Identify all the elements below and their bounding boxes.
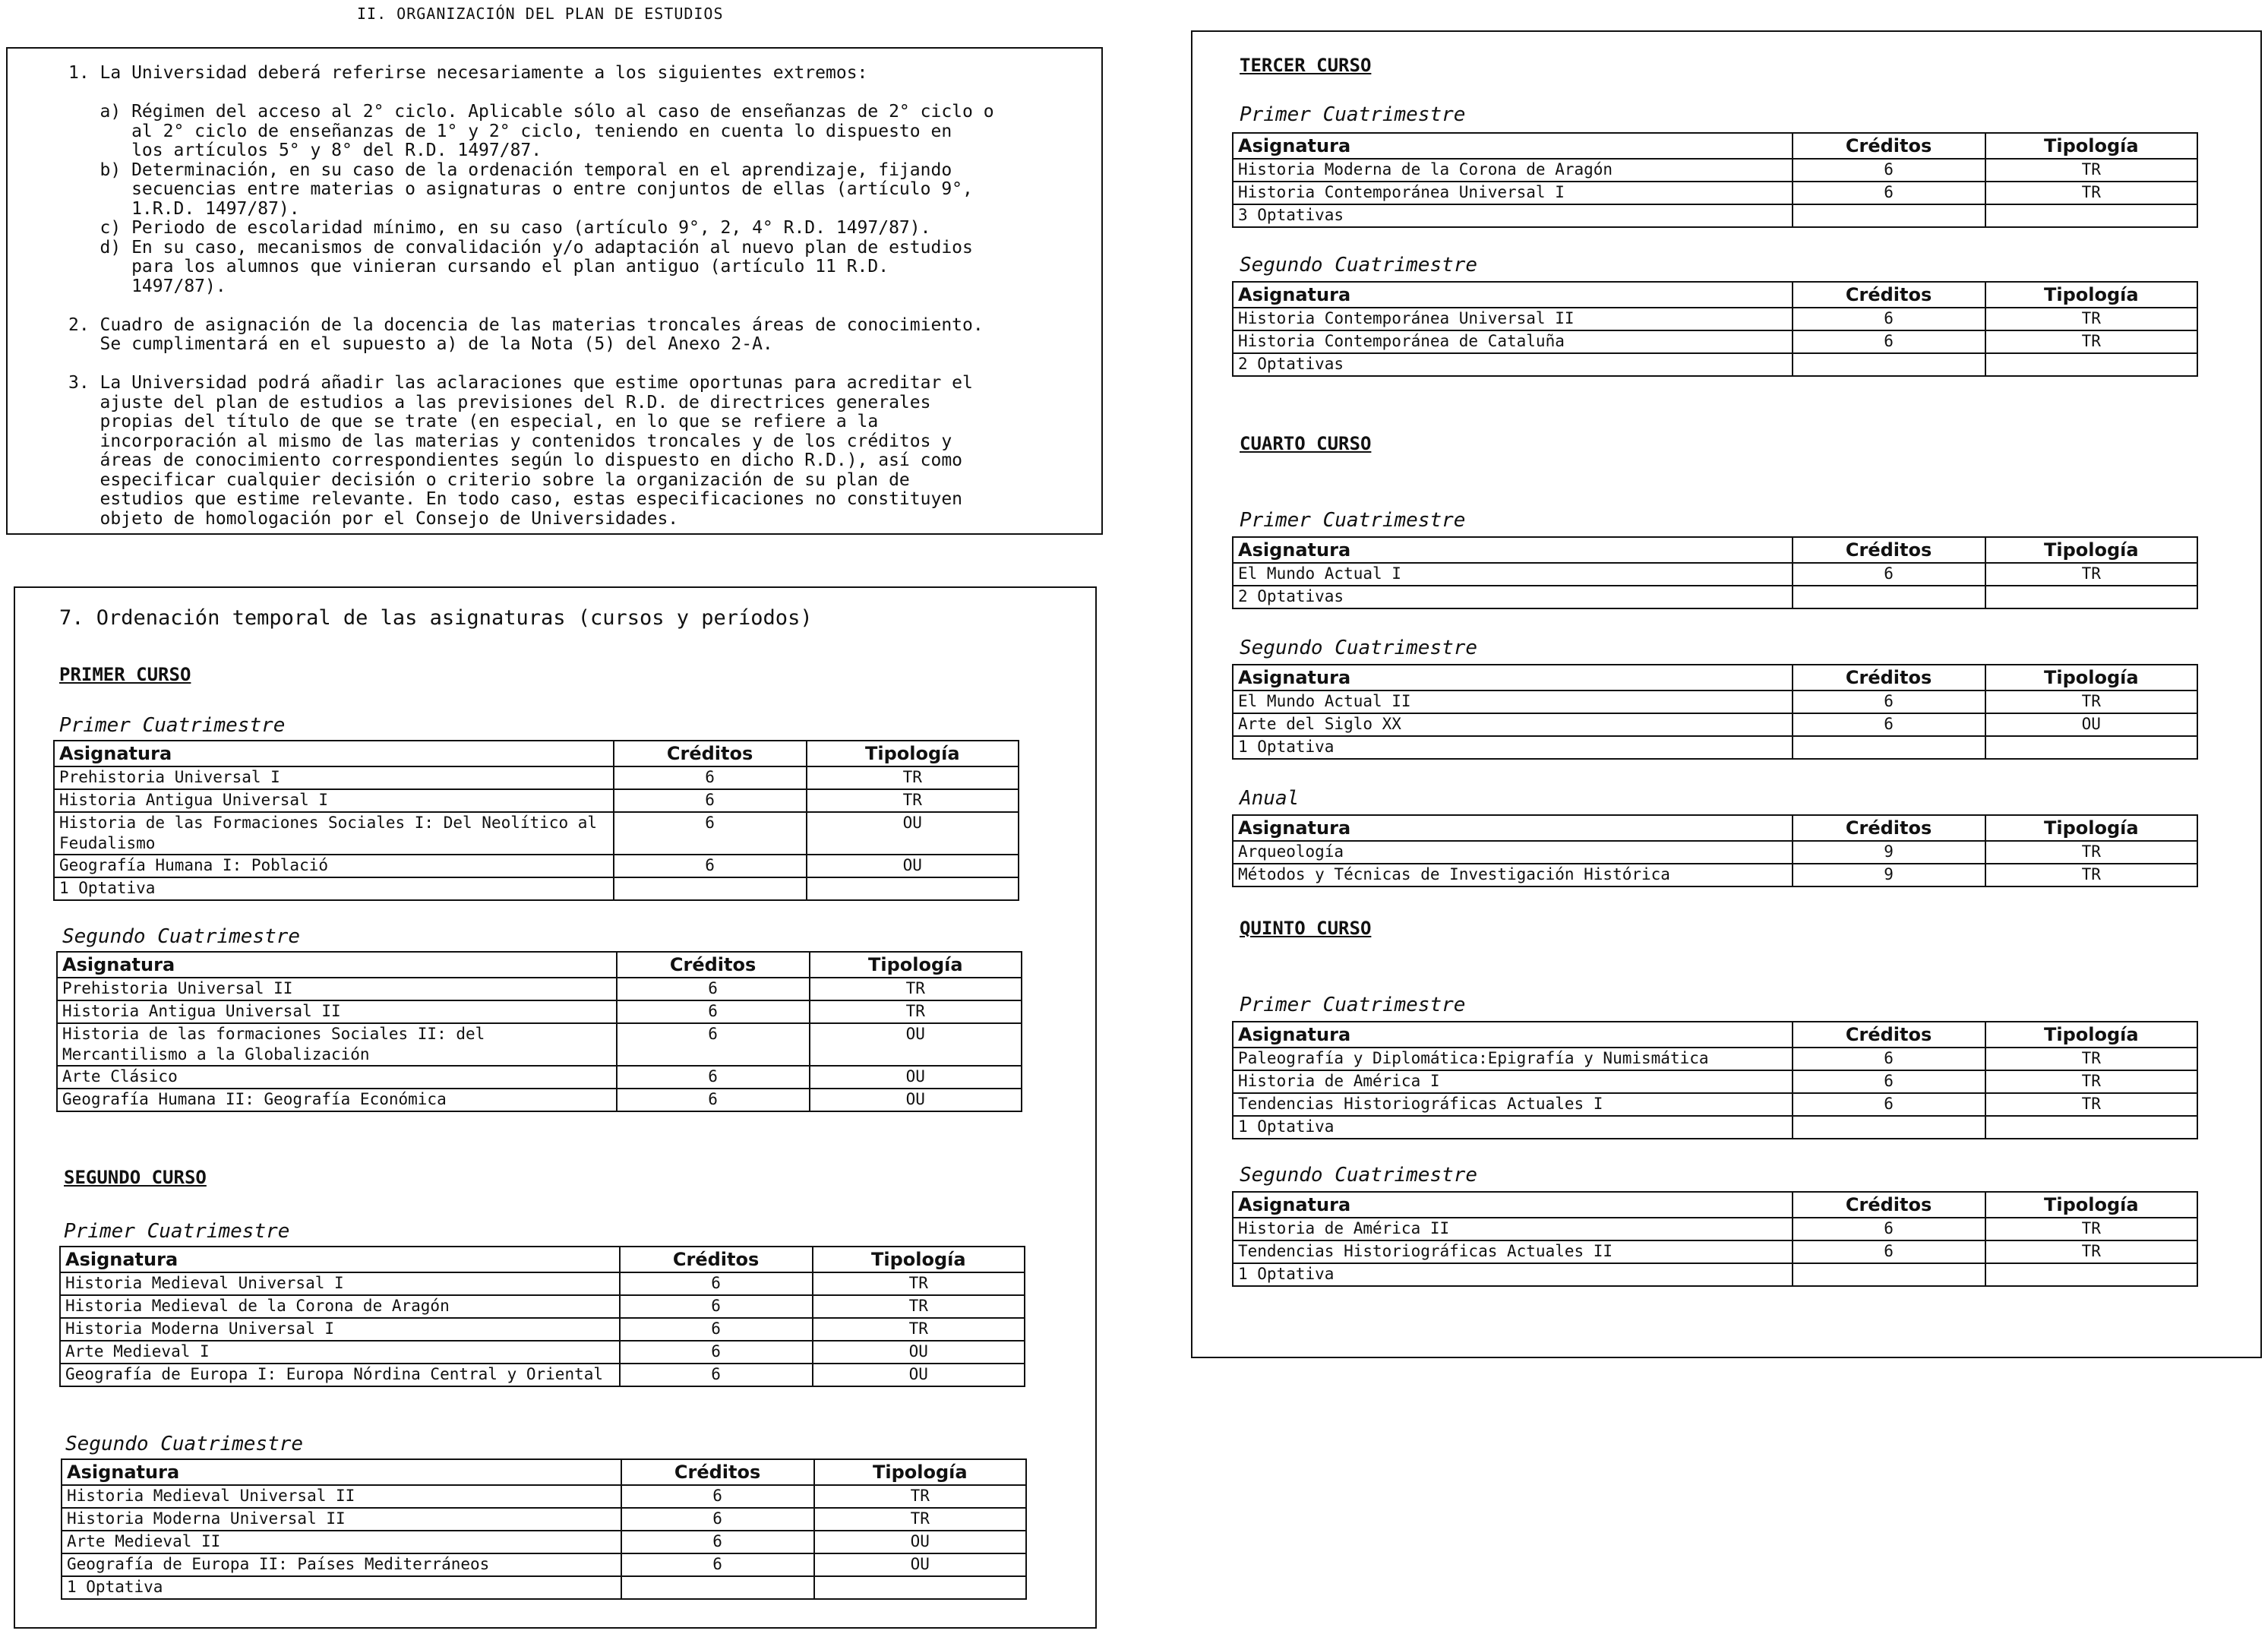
instruction-line <box>68 296 994 316</box>
curso-title: PRIMER CURSO <box>59 664 191 685</box>
credits-cell: 6 <box>614 812 807 855</box>
column-header-asignatura: Asignatura <box>60 1247 620 1272</box>
type-cell: TR <box>814 1485 1026 1508</box>
subject-cell: Arte Medieval II <box>62 1531 621 1553</box>
type-cell: TR <box>1985 864 2197 886</box>
table-row <box>57 1089 1022 1111</box>
credits-cell <box>1793 204 1985 227</box>
credits-cell <box>1793 353 1985 376</box>
type-cell: OU <box>810 1066 1022 1089</box>
table-row <box>1233 353 2197 376</box>
subjects-table <box>1232 132 2198 228</box>
column-header-tipologia: Tipología <box>1985 1022 2197 1048</box>
instruction-line: propias del título de que se trate (en especial, en lo que se refiere a la <box>68 412 879 431</box>
type-cell: TR <box>1985 1048 2197 1070</box>
credits-cell: 6 <box>614 789 807 812</box>
credits-cell: 6 <box>621 1553 814 1576</box>
subject-cell: Historia de las formaciones Sociales II: del Mercantilismo a la Globalización <box>57 1023 617 1066</box>
table-row <box>1233 864 2197 886</box>
table-header-row <box>60 1247 1025 1272</box>
type-cell <box>1985 736 2197 759</box>
type-cell: TR <box>1985 563 2197 586</box>
period-label: Segundo Cuatrimestre <box>65 1433 304 1455</box>
column-header-creditos: Créditos <box>1793 282 1985 308</box>
period-label: Segundo Cuatrimestre <box>1240 254 1478 277</box>
subjects-table <box>1232 814 2198 887</box>
column-header-creditos: Créditos <box>614 741 807 766</box>
instruction-line: c) Periodo de escolaridad mínimo, en su caso (artículo 9°, 2, 4° R.D. 1497/87). <box>68 218 931 238</box>
column-header-asignatura: Asignatura <box>62 1459 621 1485</box>
column-header-asignatura: Asignatura <box>1233 133 1793 159</box>
credits-cell: 6 <box>1793 308 1985 330</box>
credits-cell: 6 <box>614 855 807 877</box>
credits-cell: 6 <box>621 1531 814 1553</box>
credits-cell: 6 <box>620 1295 813 1318</box>
type-cell: OU <box>807 812 1019 855</box>
subjects-table <box>1232 1021 2198 1139</box>
credits-cell <box>1793 736 1985 759</box>
subjects-table <box>59 1246 1025 1387</box>
subject-cell: Historia Contemporánea Universal I <box>1233 182 1793 204</box>
table-row <box>57 1066 1022 1089</box>
section-title: 7. Ordenación temporal de las asignaturas (cursos y períodos) <box>59 606 813 630</box>
column-header-tipologia: Tipología <box>810 952 1022 978</box>
subject-cell: 1 Optativa <box>1233 736 1793 759</box>
type-cell: TR <box>810 978 1022 1000</box>
table-row <box>60 1318 1025 1341</box>
instruction-line: para los alumnos que vinieran cursando el plan antiguo (artículo 11 R.D. <box>68 257 889 277</box>
column-header-tipologia: Tipología <box>813 1247 1025 1272</box>
subject-cell: Geografía Humana I: Població <box>54 855 614 877</box>
credits-cell: 6 <box>1793 1240 1985 1263</box>
credits-cell: 6 <box>620 1318 813 1341</box>
instruction-line: secuencias entre materias o asignaturas o entre conjuntos de ellas (artículo 9°, <box>68 179 973 199</box>
credits-cell <box>621 1576 814 1599</box>
curso-title: SEGUNDO CURSO <box>64 1167 207 1188</box>
column-header-tipologia: Tipología <box>1985 665 2197 691</box>
page-title: II. ORGANIZACIÓN DEL PLAN DE ESTUDIOS <box>357 5 724 23</box>
column-header-asignatura: Asignatura <box>1233 815 1793 841</box>
column-header-asignatura: Asignatura <box>1233 1022 1793 1048</box>
subject-cell: Historia Contemporánea Universal II <box>1233 308 1793 330</box>
credits-cell: 6 <box>1793 563 1985 586</box>
table-row <box>60 1364 1025 1386</box>
table-header-row <box>1233 665 2197 691</box>
subject-cell: Arte Medieval I <box>60 1341 620 1364</box>
table-row <box>60 1341 1025 1364</box>
table-header-row <box>1233 1192 2197 1218</box>
table-header-row <box>1233 815 2197 841</box>
type-cell: TR <box>1985 330 2197 353</box>
subject-cell: El Mundo Actual I <box>1233 563 1793 586</box>
type-cell <box>1985 1116 2197 1139</box>
instruction-line: d) En su caso, mecanismos de convalidación y/o adaptación al nuevo plan de estudios <box>68 237 973 258</box>
type-cell: OU <box>813 1341 1025 1364</box>
credits-cell: 6 <box>1793 330 1985 353</box>
instruction-line <box>68 355 994 374</box>
table-row <box>1233 1070 2197 1093</box>
table-row <box>1233 1093 2197 1116</box>
credits-cell: 9 <box>1793 841 1985 864</box>
column-header-creditos: Créditos <box>1793 1192 1985 1218</box>
subject-cell: Historia de América I <box>1233 1070 1793 1093</box>
table-row <box>1233 308 2197 330</box>
column-header-creditos: Créditos <box>1793 1022 1985 1048</box>
subjects-table <box>1232 1191 2198 1287</box>
type-cell: TR <box>814 1508 1026 1531</box>
credits-cell <box>1793 1116 1985 1139</box>
table-row <box>62 1485 1026 1508</box>
subjects-table <box>56 951 1022 1112</box>
subject-cell: Prehistoria Universal I <box>54 766 614 789</box>
credits-cell: 6 <box>1793 1218 1985 1240</box>
subject-cell: El Mundo Actual II <box>1233 691 1793 713</box>
credits-cell: 6 <box>620 1364 813 1386</box>
column-header-creditos: Créditos <box>1793 537 1985 563</box>
credits-cell: 6 <box>621 1485 814 1508</box>
subject-cell: 1 Optativa <box>1233 1263 1793 1286</box>
subject-cell: Prehistoria Universal II <box>57 978 617 1000</box>
table-row <box>54 789 1019 812</box>
table-header-row <box>1233 1022 2197 1048</box>
table-row <box>54 766 1019 789</box>
credits-cell: 6 <box>1793 159 1985 182</box>
instruction-line: incorporación al mismo de las materias y contenidos troncales y de los créditos y <box>68 431 952 451</box>
type-cell: TR <box>807 789 1019 812</box>
subject-cell: Historia Antigua Universal II <box>57 1000 617 1023</box>
table-row <box>62 1553 1026 1576</box>
type-cell: TR <box>813 1318 1025 1341</box>
period-label: Segundo Cuatrimestre <box>1240 637 1478 659</box>
table-header-row <box>62 1459 1026 1485</box>
type-cell: TR <box>1985 1093 2197 1116</box>
instruction-line: los artículos 5° y 8° del R.D. 1497/87. <box>68 141 542 160</box>
type-cell: TR <box>1985 159 2197 182</box>
instruction-line: a) Régimen del acceso al 2° ciclo. Aplicable sólo al caso de enseñanzas de 2° ciclo o <box>68 102 994 122</box>
subjects-table <box>61 1458 1027 1600</box>
column-header-creditos: Créditos <box>620 1247 813 1272</box>
type-cell <box>1985 353 2197 376</box>
period-label: Segundo Cuatrimestre <box>1240 1164 1478 1187</box>
instruction-line: al 2° ciclo de enseñanzas de 1° y 2° ciclo, teniendo en cuenta lo dispuesto en <box>68 121 952 141</box>
period-label: Anual <box>1240 787 1300 810</box>
table-row <box>57 978 1022 1000</box>
subject-cell: 1 Optativa <box>1233 1116 1793 1139</box>
subject-cell: Geografía de Europa II: Países Mediterráneos <box>62 1553 621 1576</box>
table-row <box>54 877 1019 900</box>
subject-cell: 3 Optativas <box>1233 204 1793 227</box>
column-header-asignatura: Asignatura <box>1233 537 1793 563</box>
curso-title: CUARTO CURSO <box>1240 433 1372 454</box>
subject-cell: Historia de las Formaciones Sociales I: Del Neolítico al Feudalismo <box>54 812 614 855</box>
instruction-line: áreas de conocimiento correspondientes según lo dispuesto en dicho R.D.), así como <box>68 450 963 470</box>
type-cell: TR <box>810 1000 1022 1023</box>
ordenacion-continuation-box <box>1191 30 2262 1358</box>
instruction-line: 1. La Universidad deberá referirse necesariamente a los siguientes extremos: <box>68 63 868 83</box>
type-cell: TR <box>1985 841 2197 864</box>
period-label: Primer Cuatrimestre <box>1240 509 1466 532</box>
subject-cell: Historia Moderna Universal I <box>60 1318 620 1341</box>
subjects-table <box>53 740 1019 901</box>
subject-cell: 1 Optativa <box>62 1576 621 1599</box>
instructions-box <box>6 47 1103 535</box>
subject-cell: Historia de América II <box>1233 1218 1793 1240</box>
table-row <box>62 1531 1026 1553</box>
table-row <box>1233 691 2197 713</box>
subject-cell: Historia Moderna de la Corona de Aragón <box>1233 159 1793 182</box>
credits-cell: 6 <box>1793 691 1985 713</box>
subject-cell: 2 Optativas <box>1233 586 1793 608</box>
credits-cell: 6 <box>617 1023 810 1066</box>
instruction-line: 2. Cuadro de asignación de la docencia de las materias troncales áreas de conocimiento. <box>68 314 984 335</box>
column-header-tipologia: Tipología <box>1985 815 2197 841</box>
credits-cell: 6 <box>1793 1093 1985 1116</box>
table-header-row <box>1233 133 2197 159</box>
subject-cell: Historia Medieval Universal II <box>62 1485 621 1508</box>
table-row <box>57 1023 1022 1066</box>
column-header-tipologia: Tipología <box>1985 1192 2197 1218</box>
column-header-creditos: Créditos <box>1793 815 1985 841</box>
table-row <box>1233 841 2197 864</box>
type-cell <box>814 1576 1026 1599</box>
subject-cell: Historia Medieval de la Corona de Aragón <box>60 1295 620 1318</box>
instruction-line: 1497/87). <box>68 276 226 296</box>
type-cell: TR <box>813 1295 1025 1318</box>
type-cell: TR <box>807 766 1019 789</box>
credits-cell: 6 <box>617 978 810 1000</box>
ordenacion-box <box>14 586 1097 1629</box>
type-cell: OU <box>814 1553 1026 1576</box>
subject-cell: Geografía Humana II: Geografía Económica <box>57 1089 617 1111</box>
type-cell: OU <box>814 1531 1026 1553</box>
table-row <box>1233 204 2197 227</box>
type-cell: TR <box>1985 1218 2197 1240</box>
credits-cell: 6 <box>1793 182 1985 204</box>
period-label: Primer Cuatrimestre <box>64 1220 290 1243</box>
column-header-creditos: Créditos <box>621 1459 814 1485</box>
credits-cell: 6 <box>1793 713 1985 736</box>
subject-cell: 1 Optativa <box>54 877 614 900</box>
table-header-row <box>1233 537 2197 563</box>
table-row <box>60 1272 1025 1295</box>
type-cell: OU <box>813 1364 1025 1386</box>
subject-cell: Historia Contemporánea de Cataluña <box>1233 330 1793 353</box>
instructions-text <box>68 64 994 529</box>
type-cell: TR <box>813 1272 1025 1295</box>
instruction-line <box>68 84 994 103</box>
column-header-tipologia: Tipología <box>814 1459 1026 1485</box>
type-cell: TR <box>1985 182 2197 204</box>
credits-cell: 6 <box>620 1272 813 1295</box>
table-row <box>1233 586 2197 608</box>
subjects-table <box>1232 664 2198 760</box>
subjects-table <box>1232 281 2198 377</box>
subjects-table <box>1232 536 2198 609</box>
table-row <box>1233 1116 2197 1139</box>
table-row <box>54 812 1019 855</box>
instruction-line: especificar cualquier decisión o criterio sobre la organización de su plan de <box>68 469 910 490</box>
table-header-row <box>54 741 1019 766</box>
column-header-creditos: Créditos <box>617 952 810 978</box>
subject-cell: Arte Clásico <box>57 1066 617 1089</box>
subject-cell: Métodos y Técnicas de Investigación Histórica <box>1233 864 1793 886</box>
type-cell: TR <box>1985 691 2197 713</box>
period-label: Primer Cuatrimestre <box>1240 994 1466 1016</box>
table-row <box>1233 1240 2197 1263</box>
credits-cell <box>1793 1263 1985 1286</box>
type-cell <box>1985 1263 2197 1286</box>
table-row <box>62 1576 1026 1599</box>
column-header-asignatura: Asignatura <box>57 952 617 978</box>
subject-cell: Historia Antigua Universal I <box>54 789 614 812</box>
column-header-creditos: Créditos <box>1793 133 1985 159</box>
subject-cell: Arqueología <box>1233 841 1793 864</box>
subject-cell: Historia Moderna Universal II <box>62 1508 621 1531</box>
column-header-creditos: Créditos <box>1793 665 1985 691</box>
subject-cell: Geografía de Europa I: Europa Nórdina Central y Oriental <box>60 1364 620 1386</box>
column-header-tipologia: Tipología <box>1985 282 2197 308</box>
curso-title: TERCER CURSO <box>1240 55 1372 76</box>
credits-cell: 6 <box>614 766 807 789</box>
table-row <box>1233 1048 2197 1070</box>
table-row <box>1233 1218 2197 1240</box>
type-cell: OU <box>807 855 1019 877</box>
table-row <box>60 1295 1025 1318</box>
credits-cell: 6 <box>617 1000 810 1023</box>
curso-title: QUINTO CURSO <box>1240 918 1372 939</box>
credits-cell: 9 <box>1793 864 1985 886</box>
period-label: Primer Cuatrimestre <box>1240 103 1466 126</box>
instruction-line: ajuste del plan de estudios a las previsiones del R.D. de directrices generales <box>68 392 931 412</box>
table-row <box>1233 182 2197 204</box>
column-header-tipologia: Tipología <box>1985 133 2197 159</box>
subject-cell: Historia Medieval Universal I <box>60 1272 620 1295</box>
credits-cell: 6 <box>1793 1070 1985 1093</box>
instruction-line: objeto de homologación por el Consejo de Universidades. <box>68 508 679 529</box>
period-label: Primer Cuatrimestre <box>59 714 286 737</box>
credits-cell <box>614 877 807 900</box>
type-cell: OU <box>1985 713 2197 736</box>
type-cell: TR <box>1985 1070 2197 1093</box>
table-row <box>62 1508 1026 1531</box>
type-cell <box>807 877 1019 900</box>
instruction-line: 1.R.D. 1497/87). <box>68 198 300 219</box>
type-cell: TR <box>1985 1240 2197 1263</box>
subject-cell: Tendencias Historiográficas Actuales I <box>1233 1093 1793 1116</box>
credits-cell: 6 <box>620 1341 813 1364</box>
credits-cell <box>1793 586 1985 608</box>
table-header-row <box>57 952 1022 978</box>
column-header-asignatura: Asignatura <box>1233 282 1793 308</box>
credits-cell: 6 <box>617 1089 810 1111</box>
table-row <box>1233 713 2197 736</box>
type-cell: OU <box>810 1089 1022 1111</box>
credits-cell: 6 <box>617 1066 810 1089</box>
table-row <box>1233 330 2197 353</box>
instruction-line: 3. La Universidad podrá añadir las aclaraciones que estime oportunas para acreditar el <box>68 373 973 393</box>
instruction-line: Se cumplimentará en el supuesto a) de la Nota (5) del Anexo 2-A. <box>68 334 773 354</box>
table-row <box>1233 159 2197 182</box>
table-row <box>57 1000 1022 1023</box>
instruction-line: estudios que estime relevante. En todo caso, estas especificaciones no constituyen <box>68 489 963 509</box>
column-header-tipologia: Tipología <box>1985 537 2197 563</box>
table-row <box>1233 563 2197 586</box>
period-label: Segundo Cuatrimestre <box>62 925 301 948</box>
table-row <box>54 855 1019 877</box>
type-cell <box>1985 586 2197 608</box>
credits-cell: 6 <box>1793 1048 1985 1070</box>
column-header-tipologia: Tipología <box>807 741 1019 766</box>
column-header-asignatura: Asignatura <box>1233 1192 1793 1218</box>
type-cell: OU <box>810 1023 1022 1066</box>
table-row <box>1233 736 2197 759</box>
table-row <box>1233 1263 2197 1286</box>
type-cell: TR <box>1985 308 2197 330</box>
subject-cell: Paleografía y Diplomática:Epigrafía y Numismática <box>1233 1048 1793 1070</box>
instruction-line: b) Determinación, en su caso de la ordenación temporal en el aprendizaje, fijando <box>68 160 952 180</box>
subject-cell: 2 Optativas <box>1233 353 1793 376</box>
column-header-asignatura: Asignatura <box>54 741 614 766</box>
type-cell <box>1985 204 2197 227</box>
subject-cell: Tendencias Historiográficas Actuales II <box>1233 1240 1793 1263</box>
credits-cell: 6 <box>621 1508 814 1531</box>
table-header-row <box>1233 282 2197 308</box>
subject-cell: Arte del Siglo XX <box>1233 713 1793 736</box>
column-header-asignatura: Asignatura <box>1233 665 1793 691</box>
